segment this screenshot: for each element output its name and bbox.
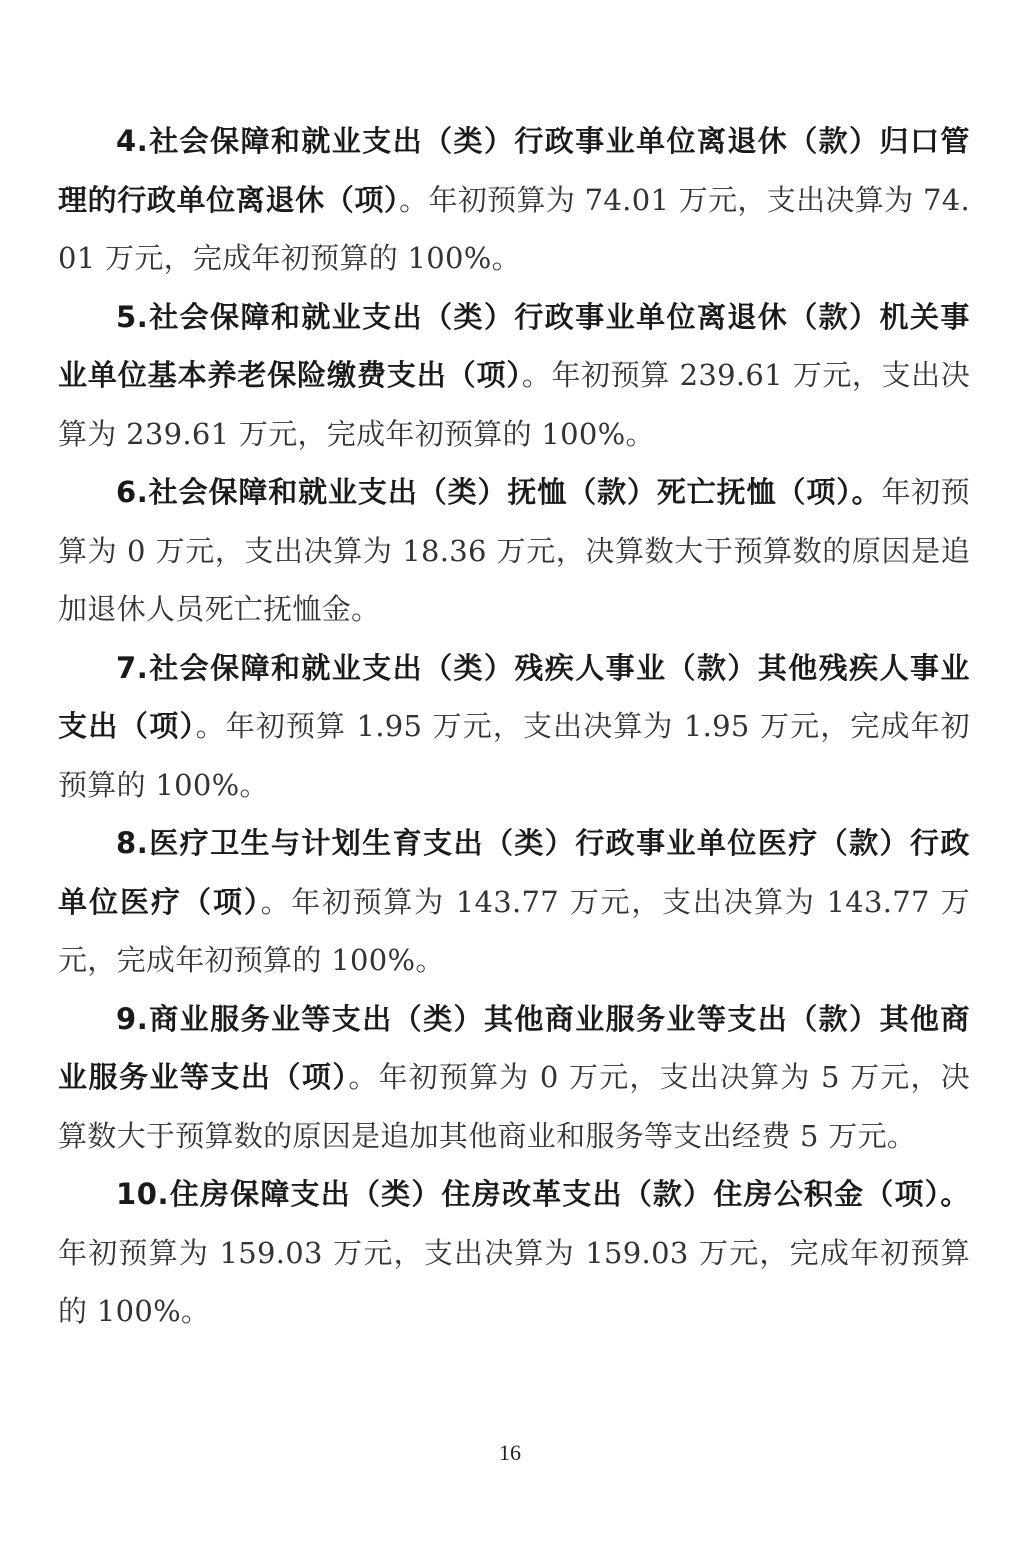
paragraph-item-4 (58, 112, 970, 288)
paragraph-heading: 6.社会保障和就业支出（类）抚恤（款）死亡抚恤（项）。 (116, 475, 882, 509)
paragraph-text: 。年初预算为 74.01 万元，支出决算为 74.01 万元，完成年初预算的 100%。 (58, 182, 971, 275)
paragraph-item-8 (58, 814, 970, 990)
paragraph-text: 年初预算为 159.03 万元，支出决算为 159.03 万元，完成年初预算的 100%。 (58, 1235, 970, 1328)
paragraph-heading: 7.社会保障和就业支出（类）残疾人事业（款）其他残疾人事业支出（项） (58, 650, 970, 743)
paragraph-text: 年初预算为 0 万元，支出决算为 18.36 万元，决算数大于预算数的原因是追加退休人员死亡抚恤金。 (58, 475, 970, 626)
paragraph-heading: 8.医疗卫生与计划生育支出（类）行政事业单位医疗（款）行政单位医疗（项） (58, 826, 970, 919)
paragraph-heading: 4.社会保障和就业支出（类）行政事业单位离退休（款）归口管理的行政单位离退休（项） (58, 124, 970, 217)
paragraph-heading: 10.住房保障支出（类）住房改革支出（款）住房公积金（项）。 (116, 1177, 970, 1211)
paragraph-item-10 (58, 1165, 970, 1341)
paragraph-item-7 (58, 639, 970, 815)
paragraph-item-6 (58, 463, 970, 639)
document-body (58, 112, 970, 1341)
paragraph-text: 。年初预算 239.61 万元，支出决算为 239.61 万元，完成年初预算的 100%。 (58, 358, 971, 451)
paragraph-text: 。年初预算为 143.77 万元，支出决算为 143.77 万元，完成年初预算的 100%。 (58, 884, 971, 977)
paragraph-heading: 5.社会保障和就业支出（类）行政事业单位离退休（款）机关事业单位基本养老保险缴费支出（项） (58, 299, 970, 392)
paragraph-item-9 (58, 990, 970, 1166)
paragraph-heading: 9.商业服务业等支出（类）其他商业服务业等支出（款）其他商业服务业等支出（项） (58, 1001, 970, 1094)
paragraph-item-5 (58, 288, 970, 464)
paragraph-text: 。年初预算为 0 万元，支出决算为 5 万元，决算数大于预算数的原因是追加其他商业和服务等支出经费 5 万元。 (58, 1060, 970, 1153)
page-number: 16 (499, 1440, 521, 1465)
paragraph-text: 。年初预算 1.95 万元，支出决算为 1.95 万元，完成年初预算的 100%。 (58, 709, 970, 802)
